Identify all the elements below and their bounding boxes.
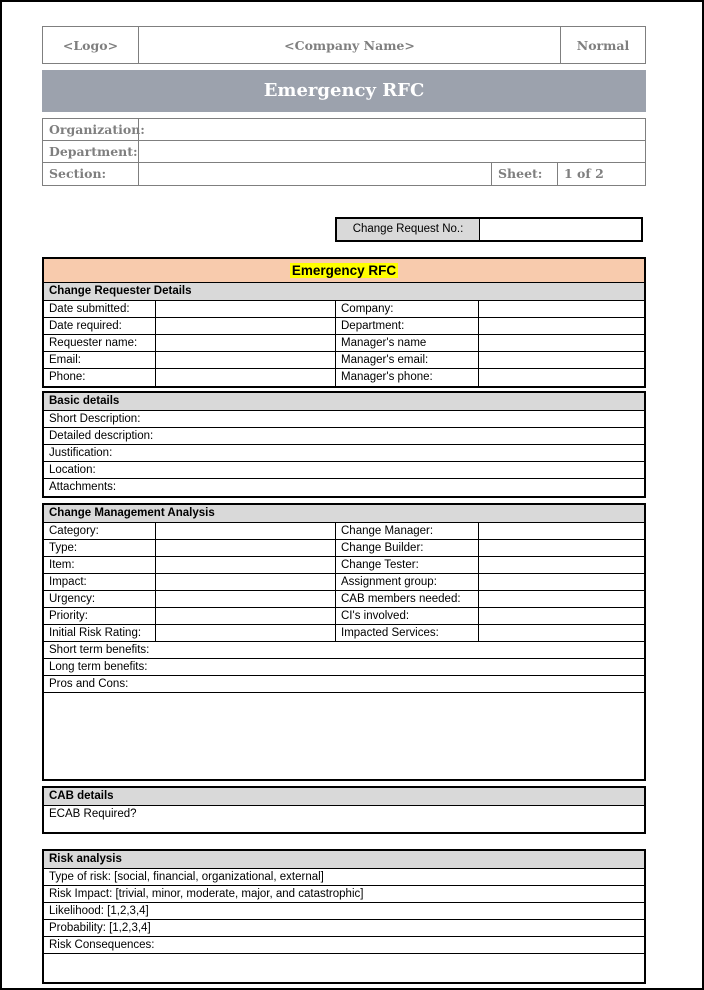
sheet-value: 1 of 2 (564, 166, 604, 181)
pros-and-cons-row[interactable]: Pros and Cons: (44, 676, 644, 693)
date-required-input[interactable] (156, 318, 336, 334)
priority-label: Priority: (44, 608, 156, 624)
requester-name-label: Requester name: (44, 335, 156, 351)
table-row (44, 523, 644, 540)
managers-email-label: Manager's email: (336, 352, 479, 368)
page-title: Emergency RFC (42, 70, 646, 112)
change-request-no-input[interactable] (480, 219, 641, 240)
company-label: Company: (336, 301, 479, 317)
type-of-risk-row[interactable]: Type of risk: [social, financial, organizational, external] (44, 869, 644, 886)
change-tester-input[interactable] (479, 557, 644, 573)
organization-input[interactable] (139, 119, 645, 140)
initial-risk-rating-input[interactable] (156, 625, 336, 641)
type-label: Type: (44, 540, 156, 556)
table-row (44, 608, 644, 625)
phone-label: Phone: (44, 369, 156, 386)
likelihood-row[interactable]: Likelihood: [1,2,3,4] (44, 903, 644, 920)
urgency-input[interactable] (156, 591, 336, 607)
section-input[interactable] (139, 163, 492, 185)
org-info-table (42, 118, 646, 186)
form-banner (44, 259, 644, 283)
section-row (43, 163, 645, 185)
detailed-description-row[interactable]: Detailed description: (44, 428, 644, 445)
phone-input[interactable] (156, 369, 336, 386)
short-term-benefits-row[interactable]: Short term benefits: (44, 642, 644, 659)
email-input[interactable] (156, 352, 336, 368)
cab-members-input[interactable] (479, 591, 644, 607)
long-term-benefits-row[interactable]: Long term benefits: (44, 659, 644, 676)
cis-involved-input[interactable] (479, 608, 644, 624)
cma-section-header: Change Management Analysis (44, 505, 644, 523)
impacted-services-input[interactable] (479, 625, 644, 641)
department-row (43, 141, 645, 163)
cis-involved-label: CI's involved: (336, 608, 479, 624)
impact-label: Impact: (44, 574, 156, 590)
cab-members-label: CAB members needed: (336, 591, 479, 607)
risk-notes-box[interactable] (44, 954, 644, 982)
table-row (44, 369, 644, 386)
item-label: Item: (44, 557, 156, 573)
department-label: Department: (43, 141, 139, 162)
impact-input[interactable] (156, 574, 336, 590)
org-department-input[interactable] (139, 141, 645, 162)
assignment-group-label: Assignment group: (336, 574, 479, 590)
department-label2: Department: (336, 318, 479, 334)
table-row (44, 301, 644, 318)
justification-row[interactable]: Justification: (44, 445, 644, 462)
department-input[interactable] (479, 318, 644, 334)
requester-section-header: Change Requester Details (44, 283, 644, 301)
basic-section-header: Basic details (44, 393, 644, 411)
table-row (44, 557, 644, 574)
classification-label: Normal (576, 37, 630, 53)
risk-section-header: Risk analysis (44, 851, 644, 869)
requester-table (42, 257, 646, 388)
impacted-services-label: Impacted Services: (336, 625, 479, 641)
urgency-label: Urgency: (44, 591, 156, 607)
email-label: Email: (44, 352, 156, 368)
basic-details-table (42, 391, 646, 498)
date-required-label: Date required: (44, 318, 156, 334)
company-name: <Company Name> (139, 27, 561, 63)
company-input[interactable] (479, 301, 644, 317)
organization-row (43, 119, 645, 141)
change-request-no-table (335, 217, 643, 242)
sheet-label: Sheet: (492, 163, 558, 185)
date-submitted-label: Date submitted: (44, 301, 156, 317)
logo-placeholder: <Logo> (43, 27, 139, 63)
risk-impact-row[interactable]: Risk Impact: [trivial, minor, moderate, major, and catastrophic] (44, 886, 644, 903)
managers-phone-input[interactable] (479, 369, 644, 386)
managers-name-input[interactable] (479, 335, 644, 351)
change-builder-label: Change Builder: (336, 540, 479, 556)
table-row (44, 335, 644, 352)
location-row[interactable]: Location: (44, 462, 644, 479)
managers-email-input[interactable] (479, 352, 644, 368)
category-label: Category: (44, 523, 156, 539)
priority-input[interactable] (156, 608, 336, 624)
managers-phone-label: Manager's phone: (336, 369, 479, 386)
managers-name-label: Manager's name (336, 335, 479, 351)
attachments-row[interactable]: Attachments: (49, 481, 117, 493)
probability-row[interactable]: Probability: [1,2,3,4] (44, 920, 644, 937)
header-table (42, 26, 646, 64)
initial-risk-rating-label: Initial Risk Rating: (44, 625, 156, 641)
table-row (44, 352, 644, 369)
pros-and-cons-notes-box[interactable] (44, 693, 644, 779)
date-submitted-input[interactable] (156, 301, 336, 317)
change-manager-label: Change Manager: (336, 523, 479, 539)
cab-section-header: CAB details (44, 788, 644, 806)
table-row (44, 540, 644, 557)
section-label: Section: (43, 163, 139, 185)
type-input[interactable] (156, 540, 336, 556)
organization-label: Organization: (43, 119, 139, 140)
item-input[interactable] (156, 557, 336, 573)
assignment-group-input[interactable] (479, 574, 644, 590)
table-row (44, 318, 644, 335)
change-request-no-label: Change Request No.: (337, 219, 480, 240)
requester-name-input[interactable] (156, 335, 336, 351)
table-row (44, 591, 644, 608)
change-tester-label: Change Tester: (336, 557, 479, 573)
category-input[interactable] (156, 523, 336, 539)
short-description-row[interactable]: Short Description: (44, 411, 644, 428)
risk-consequences-row[interactable]: Risk Consequences: (44, 937, 644, 954)
form-banner-text: Emergency RFC (291, 263, 397, 278)
ecab-required-row[interactable]: ECAB Required? (49, 808, 137, 820)
change-management-analysis-table (42, 503, 646, 781)
change-manager-input[interactable] (479, 523, 644, 539)
table-row (44, 574, 644, 591)
table-row (44, 625, 644, 642)
risk-analysis-table (42, 849, 646, 984)
cab-details-table (42, 786, 646, 834)
change-builder-input[interactable] (479, 540, 644, 556)
